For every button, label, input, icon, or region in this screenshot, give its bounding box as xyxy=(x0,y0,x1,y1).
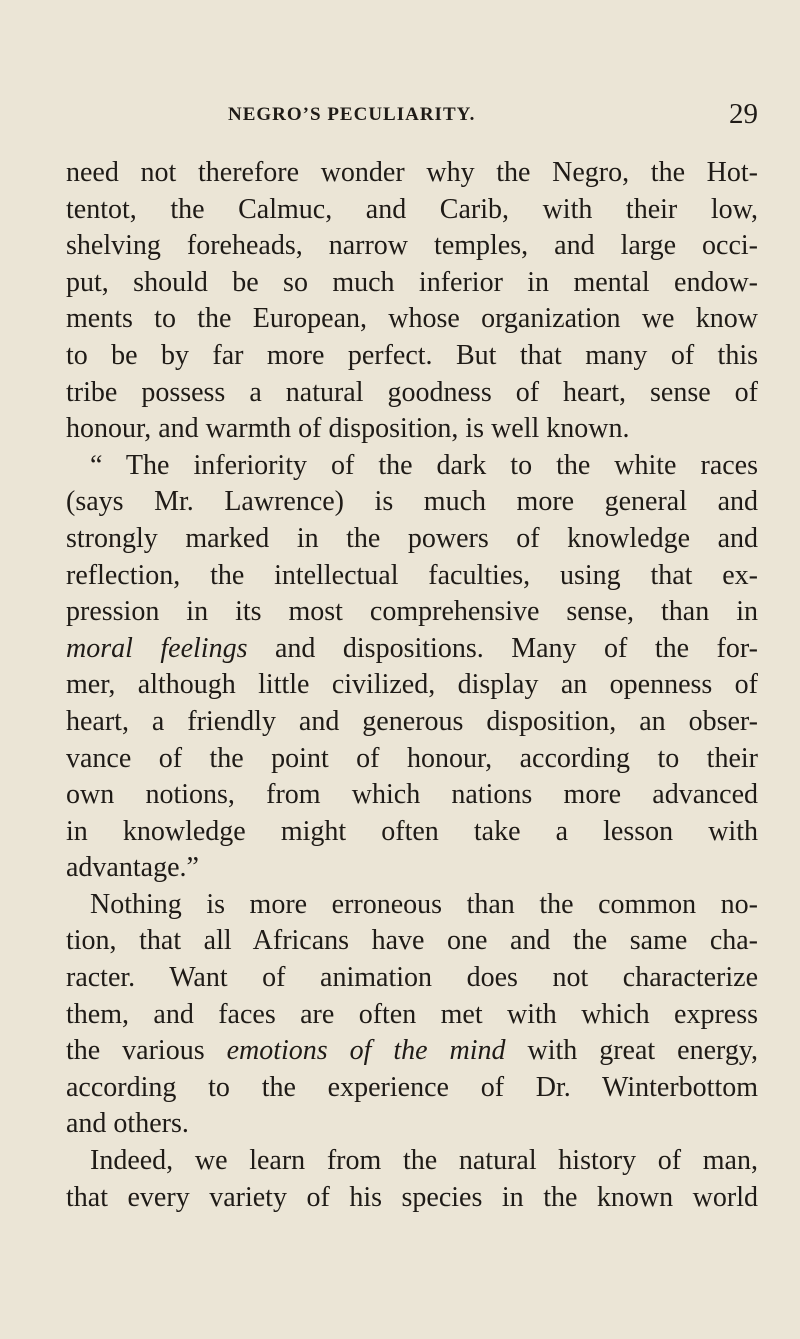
body-text xyxy=(66,155,758,1216)
text-line: that every variety of his species in the known world xyxy=(66,1181,758,1213)
text-line-with-italic xyxy=(66,631,758,668)
text-line: mer, although little civilized, display an openness of xyxy=(66,669,758,701)
text-line: own notions, from which nations more advanced xyxy=(66,779,758,811)
text-line: racter. Want of animation does not characterize xyxy=(66,962,758,994)
text-line: reflection, the intellectual faculties, using that ex- xyxy=(66,559,758,591)
text-line: according to the experience of Dr. Winterbottom xyxy=(66,1071,758,1103)
roman-text: the various xyxy=(66,1035,227,1067)
running-head xyxy=(66,98,758,132)
text-line: strongly marked in the powers of knowledge and xyxy=(66,522,758,554)
text-line: need not therefore wonder why the Negro, the Hot- xyxy=(66,157,758,188)
text-line: tribe possess a natural goodness of heart, sense of xyxy=(66,376,758,408)
text-line: pression in its most comprehensive sense, than in xyxy=(66,596,758,628)
text-line: heart, a friendly and generous disposition, an obser- xyxy=(66,705,758,737)
text-line: ments to the European, whose organization we know xyxy=(66,303,758,335)
roman-text: with great energy, xyxy=(505,1035,759,1067)
text-line-with-italic xyxy=(66,1033,758,1070)
text-line: Nothing is more erroneous than the common no- xyxy=(90,888,758,920)
text-line: tentot, the Calmuc, and Carib, with their low, xyxy=(66,193,758,225)
text-line: to be by far more perfect. But that many of this xyxy=(66,339,758,371)
text-line: them, and faces are often met with which express xyxy=(66,998,758,1030)
roman-text: and dispositions. Many of the for- xyxy=(247,632,758,664)
text-line: vance of the point of honour, according to their xyxy=(66,742,758,774)
italic-text: moral feelings xyxy=(66,632,248,664)
text-line: “ The inferiority of the dark to the white races xyxy=(90,449,758,481)
text-line: advantage.” xyxy=(66,852,199,884)
text-line: shelving foreheads, narrow temples, and large occi- xyxy=(66,230,758,262)
italic-text: emotions of the mind xyxy=(226,1035,506,1067)
text-line: honour, and warmth of disposition, is well known. xyxy=(66,413,630,445)
text-line: put, should be so much inferior in mental endow- xyxy=(66,266,758,298)
running-title: NEGRO’S PECULIARITY. xyxy=(228,104,476,125)
text-line: and others. xyxy=(66,1108,189,1140)
text-line: (says Mr. Lawrence) is much more general and xyxy=(66,486,758,518)
text-line: tion, that all Africans have one and the same cha- xyxy=(66,925,758,957)
text-line: Indeed, we learn from the natural history of man, xyxy=(90,1145,758,1177)
text-line: in knowledge might often take a lesson with xyxy=(66,815,758,847)
page-number: 29 xyxy=(729,98,758,130)
